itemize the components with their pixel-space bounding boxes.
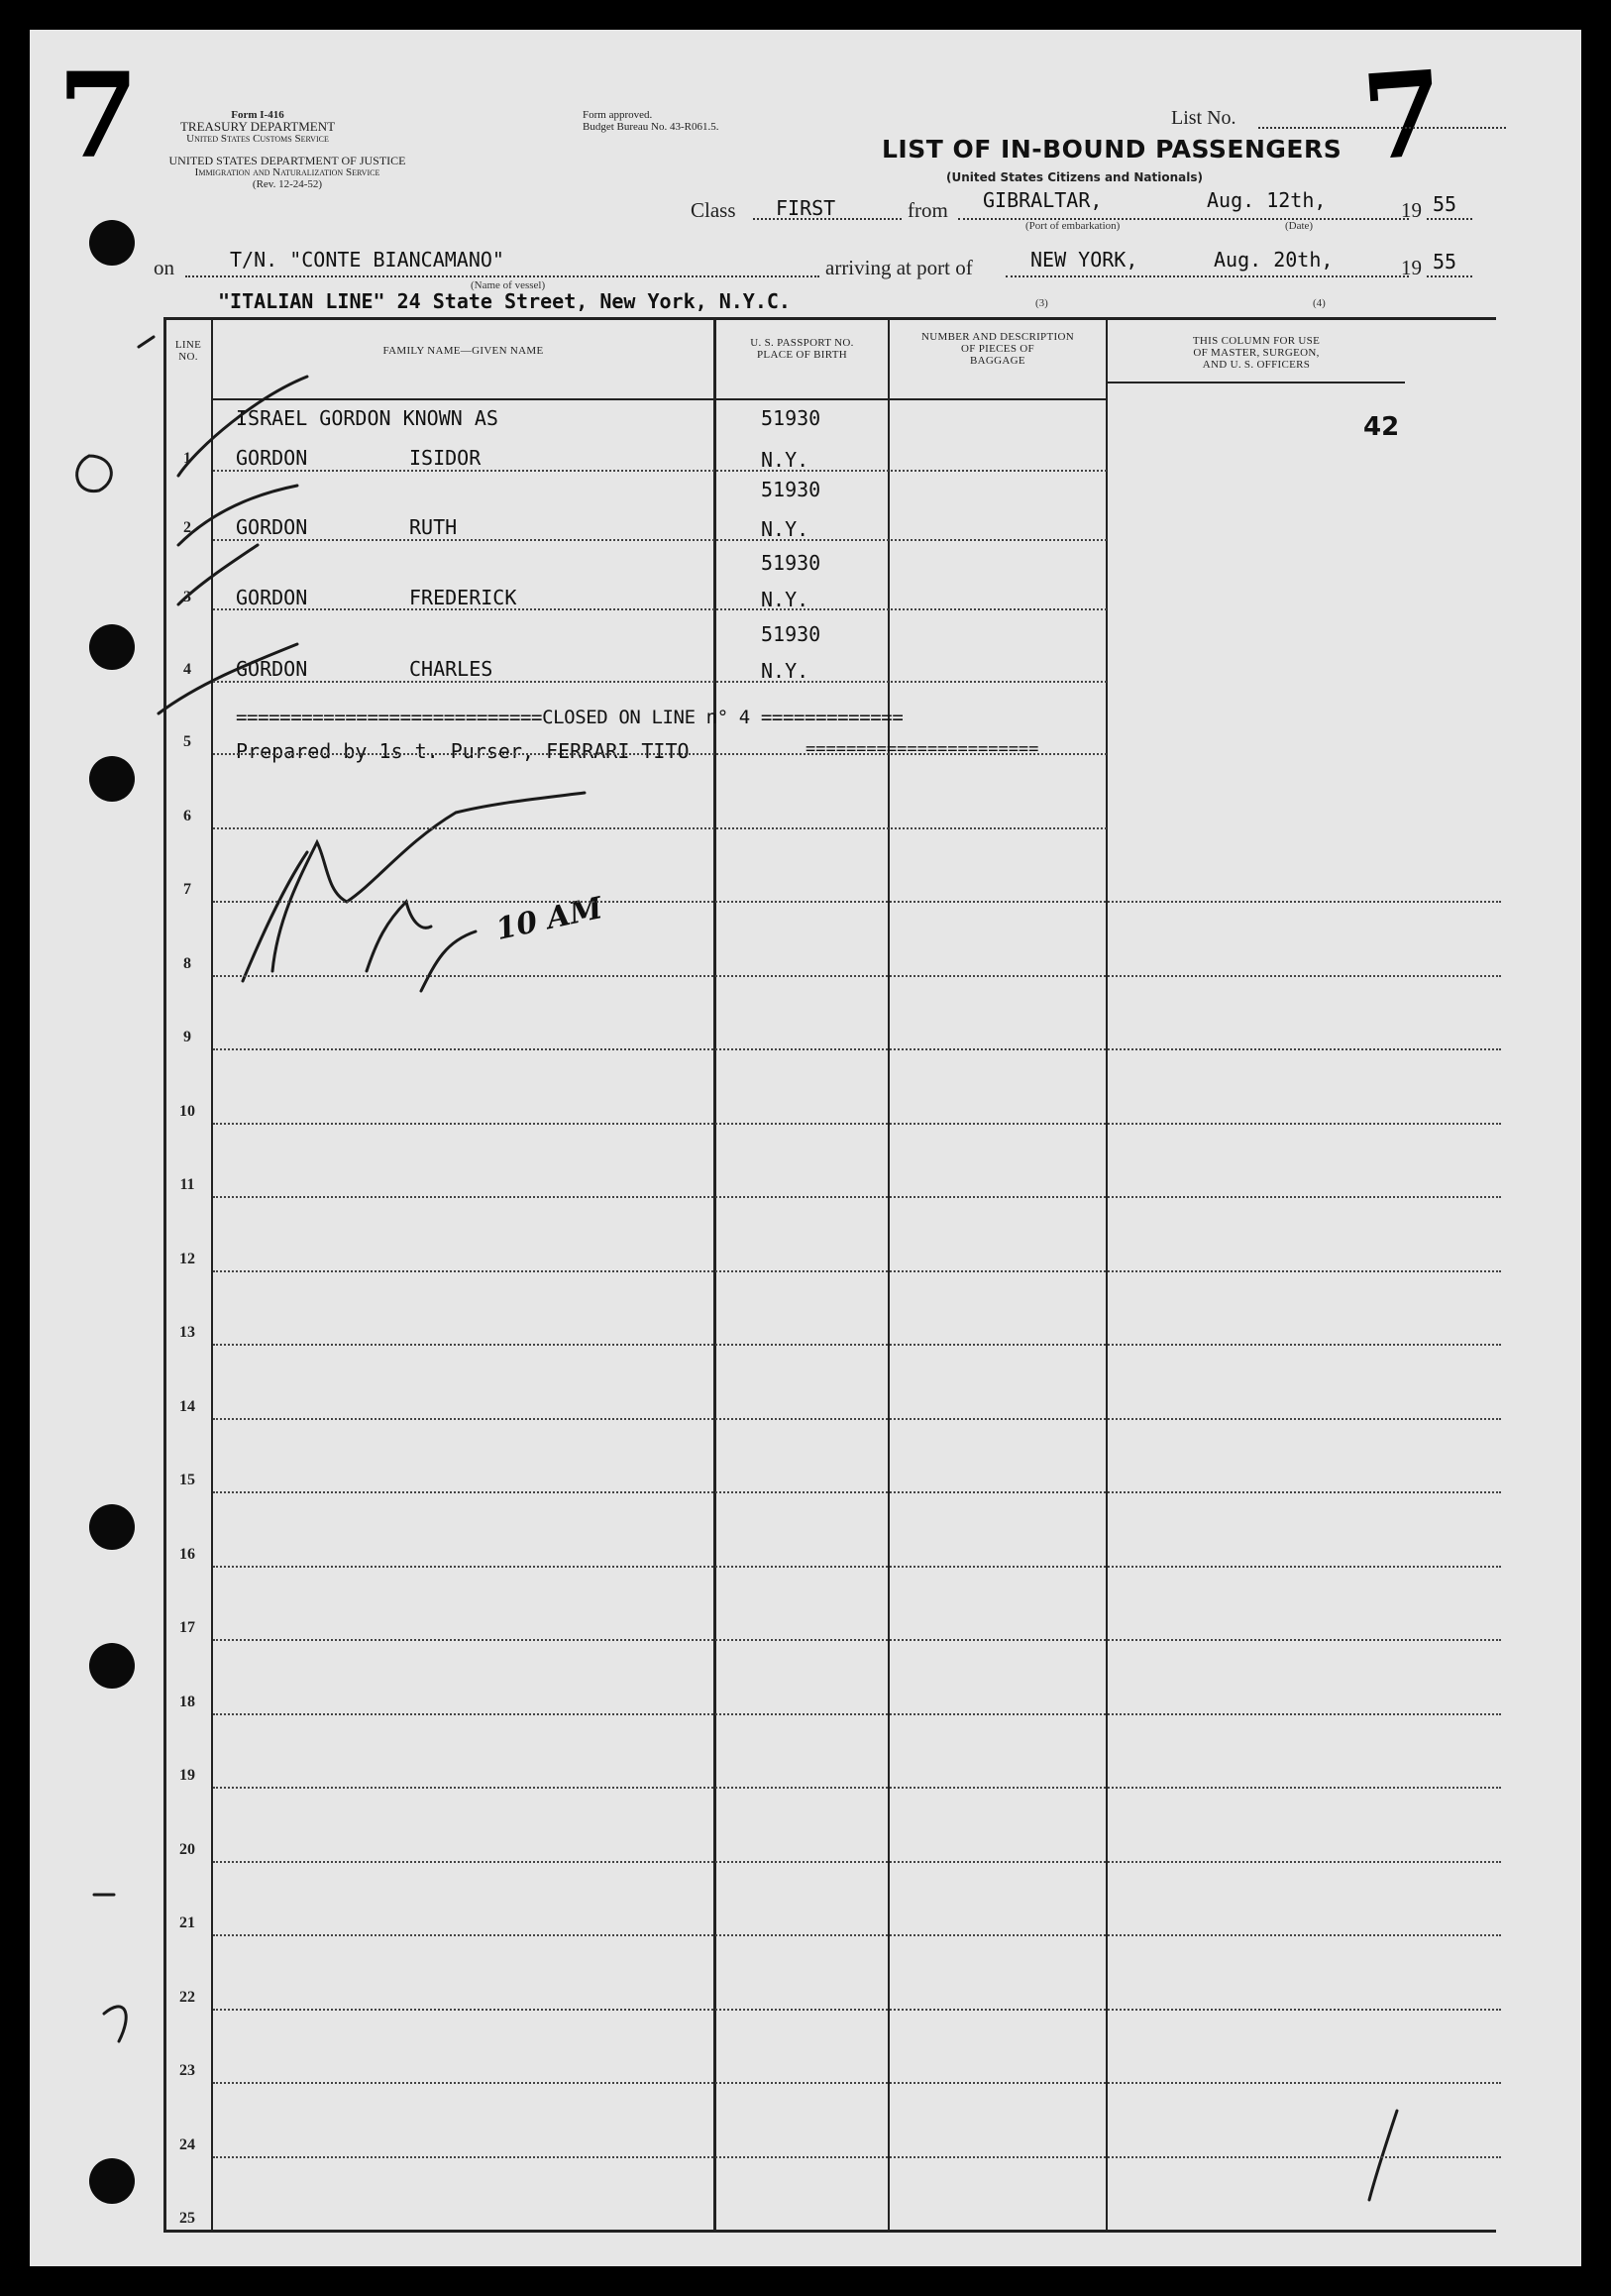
- line-number: 17: [179, 1619, 195, 1636]
- line-number: 4: [183, 661, 191, 678]
- entry-birth: N.Y.: [761, 517, 809, 541]
- col-officers-line1: THIS COLUMN FOR USE: [1192, 335, 1321, 347]
- line-number: 13: [179, 1324, 195, 1341]
- entry-family: GORDON: [236, 515, 308, 539]
- arrival-year: 55: [1433, 250, 1457, 273]
- revision: (Rev. 12-24-52): [252, 178, 323, 190]
- port-caption: (Port of embarkation): [1025, 220, 1121, 232]
- page-title: LIST OF IN-BOUND PASSENGERS: [882, 135, 1342, 164]
- pen-mark: [139, 337, 154, 347]
- line-number: 2: [183, 519, 191, 536]
- entry-given: RUTH: [409, 515, 458, 539]
- entry-family: GORDON: [236, 657, 308, 681]
- arrival-port: NEW YORK,: [1030, 248, 1138, 272]
- class-value: FIRST: [776, 196, 836, 220]
- line-number: 3: [183, 589, 191, 605]
- row-rule: [213, 827, 1107, 829]
- entry-passport: 51930: [761, 551, 821, 575]
- prepared-by: Prepared by 1s t. Purser, FERRARI TITO: [236, 739, 690, 763]
- class-label: Class: [691, 198, 736, 222]
- vessel-name: T/N. "CONTE BIANCAMANO": [230, 248, 504, 272]
- col-line-no: LINE NO.: [174, 339, 202, 363]
- line-address: "ITALIAN LINE" 24 State Street, New York, N.Y.C.: [218, 289, 791, 313]
- line-number: 19: [179, 1767, 195, 1784]
- entry-name: ISRAEL GORDON KNOWN AS: [236, 406, 498, 430]
- pen-mark: [1369, 2111, 1397, 2200]
- row-rule: [213, 1123, 1501, 1125]
- pen-check-mark: [159, 644, 297, 713]
- row-rule: [213, 470, 1107, 472]
- justice-department: UNITED STATES DEPARTMENT OF JUSTICE: [168, 154, 406, 167]
- line-number: 1: [183, 450, 191, 467]
- col-baggage-line3: BAGGAGE: [970, 355, 1025, 367]
- signature-stroke: [367, 902, 431, 971]
- embark-date: Aug. 12th,: [1207, 188, 1327, 212]
- col-officers-line2: OF MASTER, SURGEON,: [1193, 347, 1320, 359]
- page-subtitle: (United States Citizens and Nationals): [946, 170, 1203, 184]
- row-rule: [213, 1196, 1501, 1198]
- entry-family: GORDON: [236, 586, 308, 609]
- on-label: on: [154, 256, 174, 279]
- budget-bureau: Budget Bureau No. 43-R061.5.: [583, 121, 719, 133]
- line-number: 25: [179, 2210, 195, 2227]
- row-rule: [213, 1418, 1501, 1420]
- row-rule: [213, 1934, 1501, 1936]
- list-no-label: List No.: [1171, 107, 1236, 129]
- col-header-name: FAMILY NAME—GIVEN NAME: [382, 345, 544, 357]
- entry-given: ISIDOR: [409, 446, 482, 470]
- entry-family: GORDON: [236, 446, 308, 470]
- corner-number-left: 7: [57, 47, 140, 184]
- date-caption: (Date): [1285, 220, 1314, 232]
- line-number: 15: [179, 1472, 195, 1488]
- entry-birth: N.Y.: [761, 448, 809, 472]
- entry-passport: 51930: [761, 406, 821, 430]
- prepared-tail: =======================: [806, 739, 1039, 759]
- year-prefix: 19: [1401, 198, 1422, 222]
- form-approved: Form approved.: [583, 109, 653, 121]
- line-number: 6: [183, 808, 191, 824]
- pen-mark: [104, 2007, 126, 2041]
- line-number: 16: [179, 1546, 195, 1563]
- line-number: 7: [183, 881, 191, 898]
- col-passport-line2: PLACE OF BIRTH: [757, 349, 847, 361]
- row-rule: [213, 539, 1107, 541]
- entry-birth: N.Y.: [761, 588, 809, 611]
- entry-birth: N.Y.: [761, 659, 809, 683]
- line-number: 8: [183, 955, 191, 972]
- row-rule: [213, 608, 1107, 610]
- line-number: 22: [179, 1989, 195, 2006]
- row-rule: [213, 2082, 1501, 2084]
- entry-passport: 51930: [761, 622, 821, 646]
- entry-given: FREDERICK: [409, 586, 517, 609]
- customs-service: United States Customs Service: [186, 133, 329, 145]
- row-rule: [213, 1861, 1501, 1863]
- handwriting-overlay: [30, 30, 1581, 2266]
- row-rule: [213, 1713, 1501, 1715]
- entry-given: CHARLES: [409, 657, 493, 681]
- row-rule: [213, 1787, 1501, 1789]
- vessel-caption: (Name of vessel): [471, 279, 546, 291]
- department: TREASURY DEPARTMENT: [179, 119, 336, 134]
- line-number: 11: [179, 1176, 195, 1193]
- form-number: Form I-416: [231, 109, 284, 121]
- line-number: 5: [183, 733, 191, 750]
- from-port: GIBRALTAR,: [983, 188, 1103, 212]
- row-rule: [213, 1566, 1501, 1568]
- row-rule: [213, 1270, 1501, 1272]
- year-prefix: 19: [1401, 256, 1422, 279]
- signature-note: 10 AM: [492, 891, 606, 947]
- from-label: from: [908, 198, 948, 222]
- manifest-page: [30, 30, 1581, 2266]
- line-number: 24: [179, 2136, 195, 2153]
- col-baggage-line2: OF PIECES OF: [961, 343, 1034, 355]
- arrival-date: Aug. 20th,: [1214, 248, 1334, 272]
- signature-stroke: [272, 793, 585, 971]
- closed-line: ============================CLOSED ON LINE n° 4 =============: [236, 707, 904, 728]
- arriving-label: arriving at port of: [825, 256, 973, 279]
- officer-note: 42: [1363, 412, 1400, 442]
- row-rule: [213, 975, 1501, 977]
- corner-number-right: 7: [1357, 44, 1449, 187]
- signature-stroke: [421, 931, 476, 991]
- line-number: 21: [179, 1914, 195, 1931]
- line-number: 10: [179, 1103, 195, 1120]
- col-passport-line1: U. S. PASSPORT NO.: [750, 337, 854, 349]
- row-rule: [213, 1639, 1501, 1641]
- row-rule: [213, 1048, 1501, 1050]
- caption-3: (3): [1035, 297, 1048, 309]
- caption-4: (4): [1313, 297, 1326, 309]
- line-number: 14: [179, 1398, 195, 1415]
- line-number: 20: [179, 1841, 195, 1858]
- row-rule: [213, 901, 1501, 903]
- col-baggage-line1: NUMBER AND DESCRIPTION: [921, 331, 1074, 343]
- row-rule: [213, 2009, 1501, 2011]
- entry-passport: 51930: [761, 478, 821, 501]
- embark-year: 55: [1433, 192, 1457, 216]
- line-number: 18: [179, 1694, 195, 1710]
- row-rule: [213, 753, 1107, 755]
- line-number: 12: [179, 1251, 195, 1267]
- row-rule: [213, 1491, 1501, 1493]
- row-rule: [213, 2156, 1501, 2158]
- row-rule: [213, 681, 1107, 683]
- line-number: 23: [179, 2062, 195, 2079]
- col-officers-line3: AND U. S. OFFICERS: [1202, 359, 1311, 371]
- ins-service: Immigration and Naturalization Service: [194, 166, 380, 178]
- pen-circle: [77, 456, 112, 492]
- row-rule: [213, 1344, 1501, 1346]
- line-number: 9: [183, 1029, 191, 1045]
